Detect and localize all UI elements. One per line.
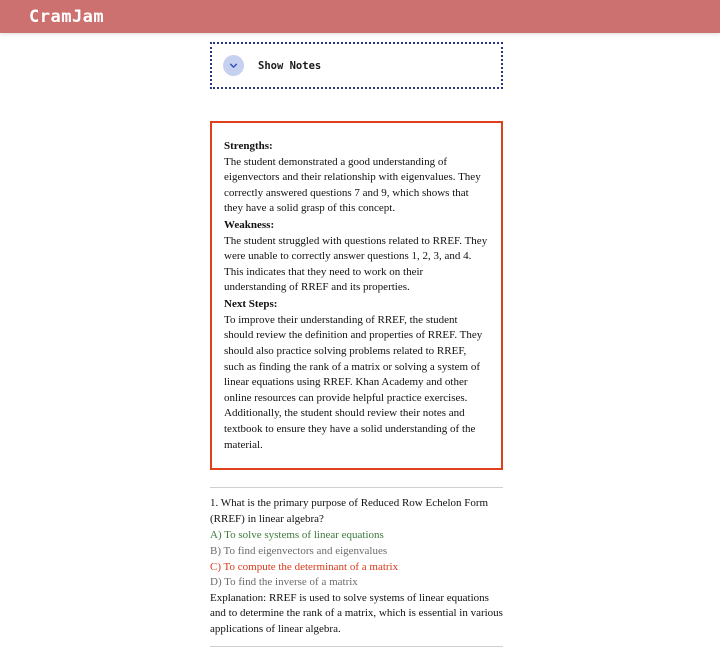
question-review-block	[210, 487, 503, 646]
feedback-body-next-steps: To improve their understanding of RREF, the student should review the definition and properties of RREF. They should also practice solving problems related to RREF, such as finding the rank of a matrix or solving a system of linear equations using RREF. Khan Academy and other online resources can provide helpful practice exercises. Additionally, the student should review their notes and textbook to ensure they have a solid understanding of the material.	[224, 313, 483, 451]
chevron-down-icon[interactable]	[223, 55, 244, 76]
content-column	[210, 42, 503, 647]
app-header	[0, 0, 720, 33]
show-notes-panel[interactable]	[210, 42, 503, 89]
feedback-body-strengths: The student demonstrated a good understanding of eigenvectors and their relationship with eigenvalues. They correctly answered questions 7 and 9, which shows that they have a solid grasp of this concept.	[224, 155, 481, 215]
feedback-body-weakness: The student struggled with questions related to RREF. They were unable to correctly answer questions 1, 2, 3, and 4. This indicates that they need to work on their understanding of RREF and its properties.	[224, 234, 488, 294]
feedback-box	[210, 121, 503, 470]
question-option-b[interactable]: B) To find eigenvectors and eigenvalues	[210, 545, 388, 558]
feedback-heading-strengths: Strengths:	[224, 140, 273, 152]
question-top-divider	[210, 487, 503, 488]
question-prompt: 1. What is the primary purpose of Reduced Row Echelon Form (RREF) in linear algebra?	[210, 497, 489, 525]
question-explanation: Explanation: RREF is used to solve systems of linear equations and to determine the rank of a matrix, which is essential in various applications of linear algebra.	[210, 591, 503, 636]
page-content	[0, 33, 720, 647]
question-option-d[interactable]: D) To find the inverse of a matrix	[210, 576, 358, 589]
show-notes-label: Show Notes	[258, 59, 322, 72]
app-brand-logo[interactable]: CramJam	[29, 6, 105, 27]
question-option-c[interactable]: C) To compute the determinant of a matrix	[210, 560, 399, 573]
question-option-a[interactable]: A) To solve systems of linear equations	[210, 529, 384, 542]
feedback-heading-weakness: Weakness:	[224, 219, 275, 232]
feedback-heading-next-steps: Next Steps:	[224, 298, 278, 311]
